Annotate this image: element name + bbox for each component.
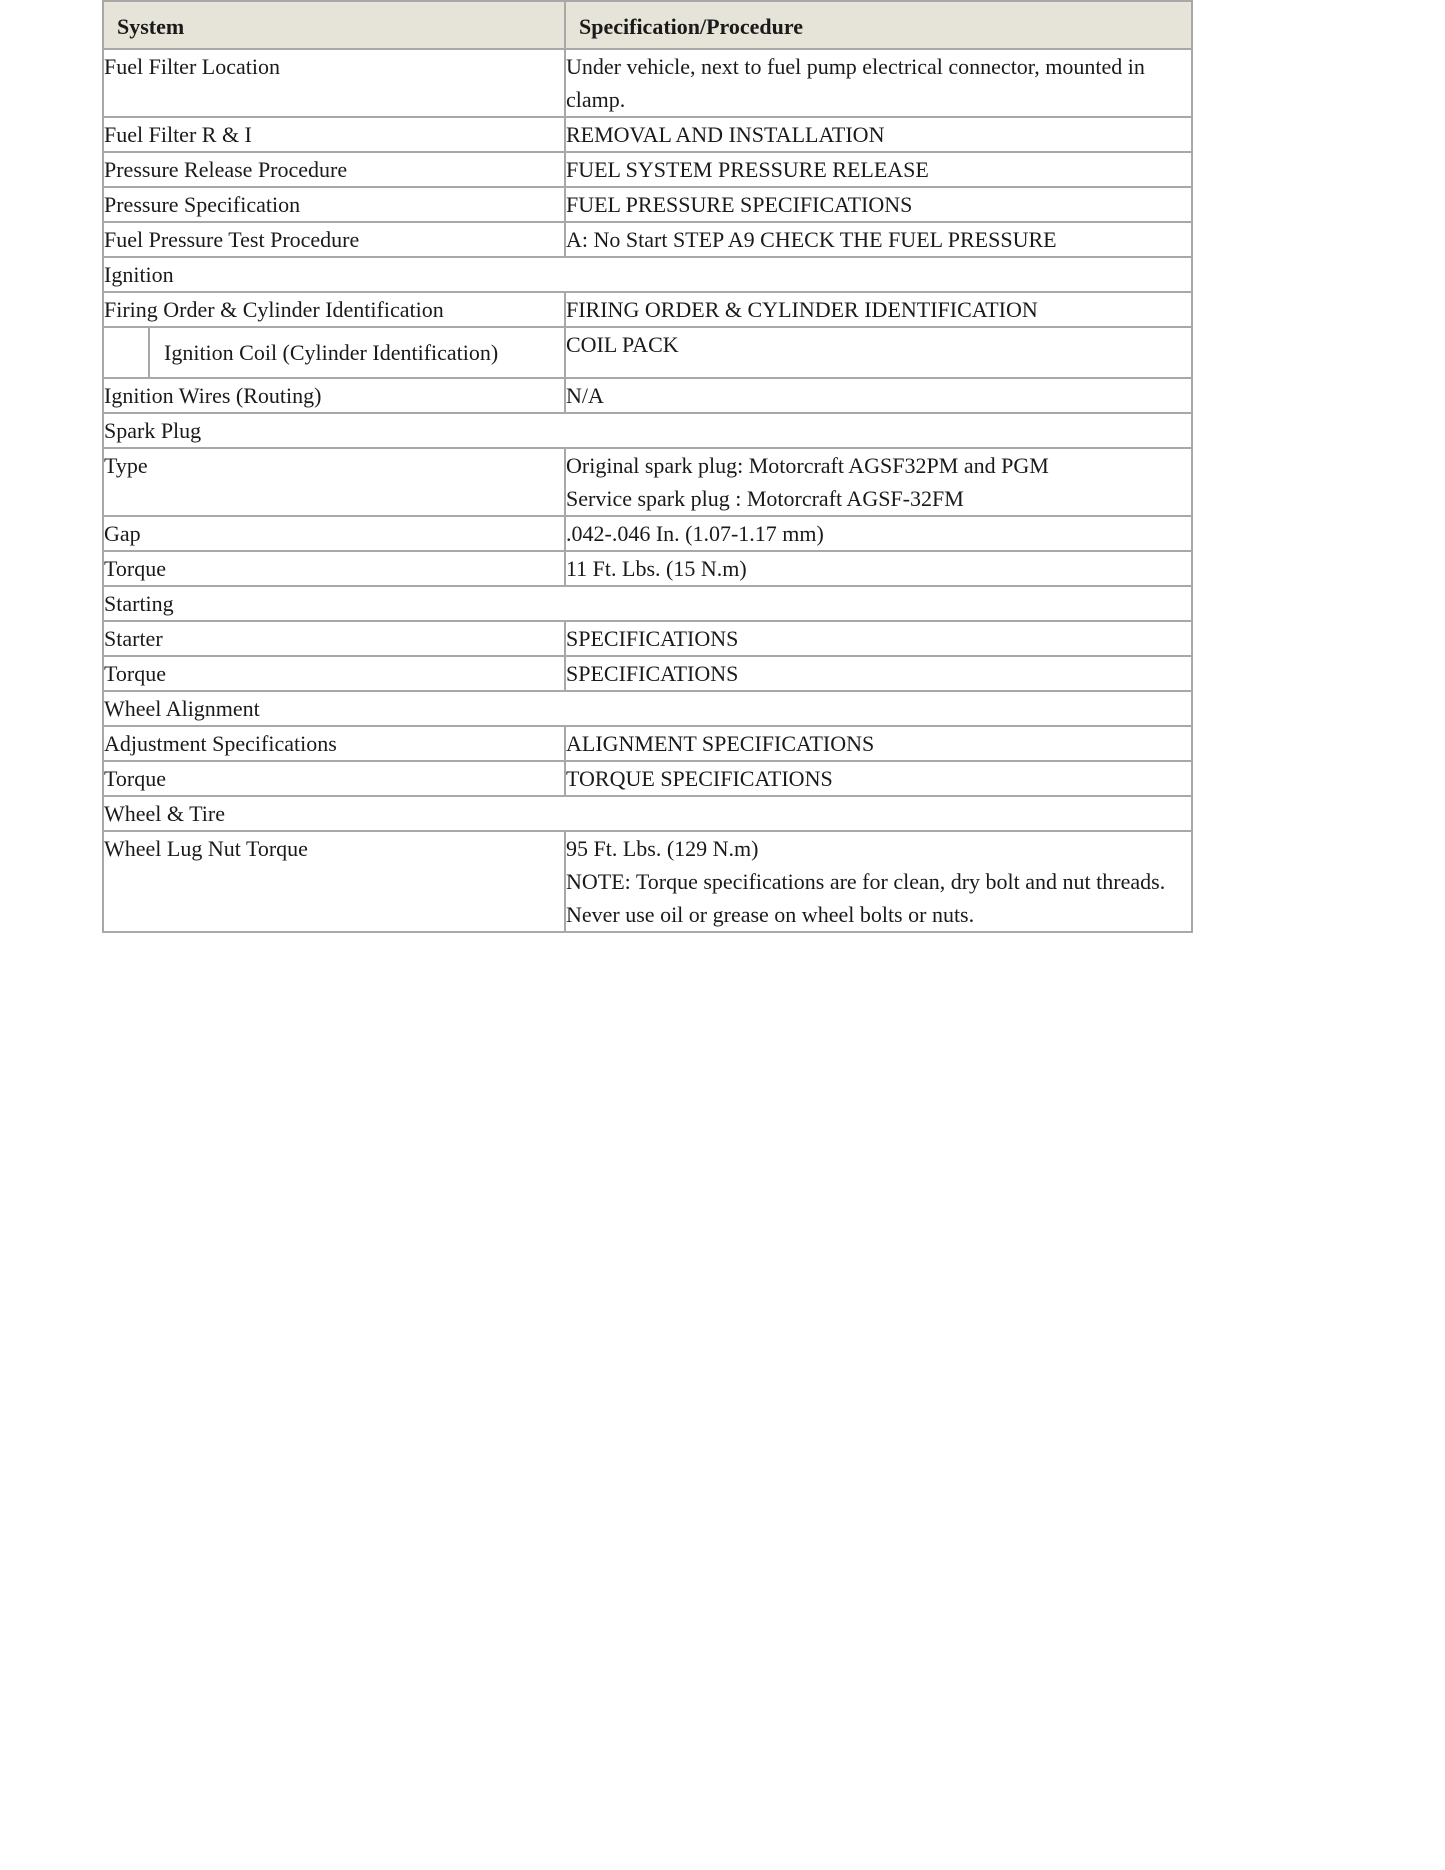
section-header-row	[103, 796, 1192, 831]
table-row	[103, 551, 1192, 586]
specification-text: FUEL SYSTEM PRESSURE RELEASE	[566, 157, 929, 182]
table-body	[103, 49, 1192, 932]
specification-text: FIRING ORDER & CYLINDER IDENTIFICATION	[566, 297, 1038, 322]
table-row	[103, 448, 1192, 516]
system-cell: Type	[103, 448, 565, 516]
nested-cell-wrapper	[104, 328, 564, 377]
table-row	[103, 621, 1192, 656]
specification-text: Under vehicle, next to fuel pump electrical connector, mounted in clamp.	[566, 54, 1145, 112]
specification-text: ALIGNMENT SPECIFICATIONS	[566, 731, 875, 756]
table-row	[103, 761, 1192, 796]
table-row	[103, 327, 1192, 378]
specification-text: Service spark plug : Motorcraft AGSF-32FM	[566, 486, 964, 511]
specification-cell	[565, 152, 1192, 187]
specification-text: 95 Ft. Lbs. (129 N.m)	[566, 836, 759, 861]
table-row	[103, 222, 1192, 257]
specification-cell	[565, 49, 1192, 117]
table-row	[103, 831, 1192, 932]
section-header-row	[103, 257, 1192, 292]
specification-text: N/A	[566, 383, 604, 408]
specification-text: Original spark plug: Motorcraft AGSF32PM and PGM	[566, 453, 1049, 478]
table-row	[103, 49, 1192, 117]
specification-cell	[565, 222, 1192, 257]
system-cell: Torque	[103, 656, 565, 691]
specification-cell	[565, 726, 1192, 761]
specification-text: FUEL PRESSURE SPECIFICATIONS	[566, 192, 913, 217]
table-row	[103, 152, 1192, 187]
table-row	[103, 292, 1192, 327]
section-title: Spark Plug	[103, 413, 1192, 448]
system-cell: Adjustment Specifications	[103, 726, 565, 761]
specification-text: REMOVAL AND INSTALLATION	[566, 122, 885, 147]
system-cell: Gap	[103, 516, 565, 551]
system-cell: Fuel Filter R & I	[103, 117, 565, 152]
system-cell: Pressure Release Procedure	[103, 152, 565, 187]
specification-cell	[565, 516, 1192, 551]
specification-text: NOTE: Torque specifications are for clean, dry bolt and nut threads. Never use oil or grease on wheel bolts or nuts.	[566, 869, 1166, 927]
specification-cell	[565, 327, 1192, 378]
header-specification: Specification/Procedure	[565, 1, 1192, 49]
specification-table	[102, 0, 1193, 933]
system-cell: Torque	[103, 551, 565, 586]
specification-text: .042-.046 In. (1.07-1.17 mm)	[566, 521, 824, 546]
section-header-row	[103, 691, 1192, 726]
system-cell: Starter	[103, 621, 565, 656]
specification-text: A: No Start STEP A9 CHECK THE FUEL PRESSURE	[566, 227, 1057, 252]
system-cell: Torque	[103, 761, 565, 796]
specification-cell	[565, 761, 1192, 796]
specification-text: SPECIFICATIONS	[566, 661, 739, 686]
table-row	[103, 117, 1192, 152]
specification-text: 11 Ft. Lbs. (15 N.m)	[566, 556, 747, 581]
specification-cell	[565, 551, 1192, 586]
section-title: Wheel & Tire	[103, 796, 1192, 831]
specification-text: COIL PACK	[566, 332, 679, 357]
specification-cell	[565, 378, 1192, 413]
system-cell: Pressure Specification	[103, 187, 565, 222]
section-title: Ignition	[103, 257, 1192, 292]
section-header-row	[103, 586, 1192, 621]
table-header-row	[103, 1, 1192, 49]
nested-indent-cell	[104, 328, 150, 377]
table-row	[103, 378, 1192, 413]
system-cell: Wheel Lug Nut Torque	[103, 831, 565, 932]
specification-cell	[565, 656, 1192, 691]
system-label: Ignition Coil (Cylinder Identification)	[164, 340, 499, 365]
table-row	[103, 516, 1192, 551]
section-title: Wheel Alignment	[103, 691, 1192, 726]
specification-cell	[565, 187, 1192, 222]
table-row	[103, 726, 1192, 761]
specification-cell	[565, 117, 1192, 152]
specification-cell	[565, 448, 1192, 516]
system-cell: Ignition Wires (Routing)	[103, 378, 565, 413]
system-cell: Firing Order & Cylinder Identification	[103, 292, 565, 327]
system-cell: Fuel Pressure Test Procedure	[103, 222, 565, 257]
system-cell: Fuel Filter Location	[103, 49, 565, 117]
section-header-row	[103, 413, 1192, 448]
specification-text: SPECIFICATIONS	[566, 626, 739, 651]
specification-cell	[565, 292, 1192, 327]
header-system: System	[103, 1, 565, 49]
specification-cell	[565, 831, 1192, 932]
table-row	[103, 187, 1192, 222]
specification-text: TORQUE SPECIFICATIONS	[566, 766, 833, 791]
specification-cell	[565, 621, 1192, 656]
section-title: Starting	[103, 586, 1192, 621]
table-row	[103, 656, 1192, 691]
system-cell-nested	[103, 327, 565, 378]
